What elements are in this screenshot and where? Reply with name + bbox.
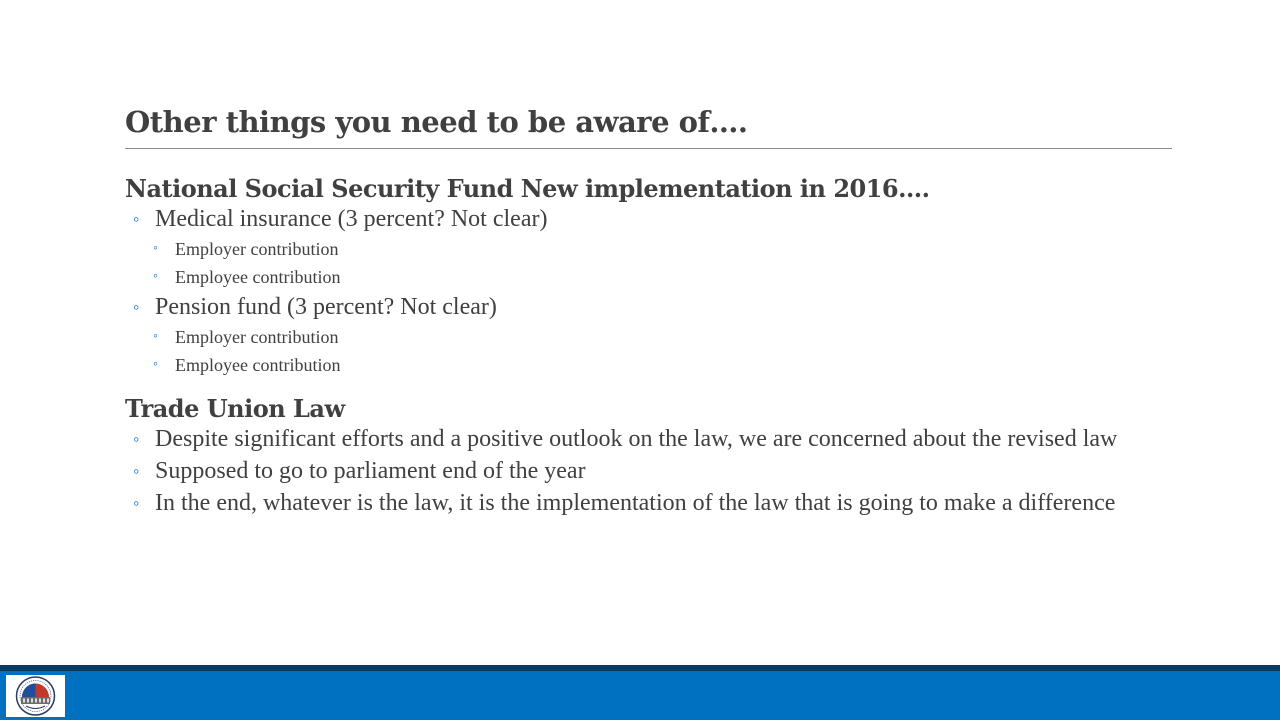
bullet-item-implementation: [125, 490, 1145, 516]
bullet-icon: ◦: [133, 297, 140, 317]
sub-bullet-item: [125, 326, 1145, 348]
sub-bullet-text: Employer contribution: [175, 239, 339, 259]
sub-bullet-text: Employee contribution: [175, 267, 341, 287]
sub-bullet-item: [125, 354, 1145, 376]
bullet-icon: ◦: [133, 461, 140, 481]
slide-content: [125, 172, 1145, 516]
bullet-item-pension-fund: [125, 294, 1145, 320]
title-divider: [125, 148, 1172, 149]
bullet-text: In the end, whatever is the law, it is the implementation of the law that is going to make a difference: [155, 490, 1116, 516]
organization-logo: [6, 675, 65, 717]
bullet-icon: ◦: [153, 241, 158, 256]
bullet-item-medical-insurance: [125, 206, 1145, 232]
bullet-icon: ◦: [153, 269, 158, 284]
slide-title: Other things you need to be aware of….: [125, 105, 748, 139]
bullet-item-efforts: [125, 426, 1145, 452]
bullet-text: Pension fund (3 percent? Not clear): [155, 294, 497, 320]
sub-bullet-text: Employer contribution: [175, 327, 339, 347]
sub-bullet-item: [125, 238, 1145, 260]
bullet-icon: ◦: [133, 429, 140, 449]
bullet-text: Medical insurance (3 percent? Not clear): [155, 206, 548, 232]
seal-icon: [6, 675, 65, 717]
bullet-icon: ◦: [153, 329, 158, 344]
section-heading-nssf: National Social Security Fund New implementation in 2016….: [125, 174, 930, 203]
bullet-icon: ◦: [133, 209, 140, 229]
bullet-icon: ◦: [133, 493, 140, 513]
bullet-item-parliament: [125, 458, 1145, 484]
bullet-icon: ◦: [153, 357, 158, 372]
section-heading-trade-union-law: Trade Union Law: [125, 394, 345, 423]
bullet-text: Supposed to go to parliament end of the year: [155, 458, 586, 484]
footer-bar: [0, 671, 1280, 720]
bullet-text: Despite significant efforts and a positive outlook on the law, we are concerned about the revised law: [155, 426, 1118, 452]
sub-bullet-item: [125, 266, 1145, 288]
sub-bullet-text: Employee contribution: [175, 355, 341, 375]
